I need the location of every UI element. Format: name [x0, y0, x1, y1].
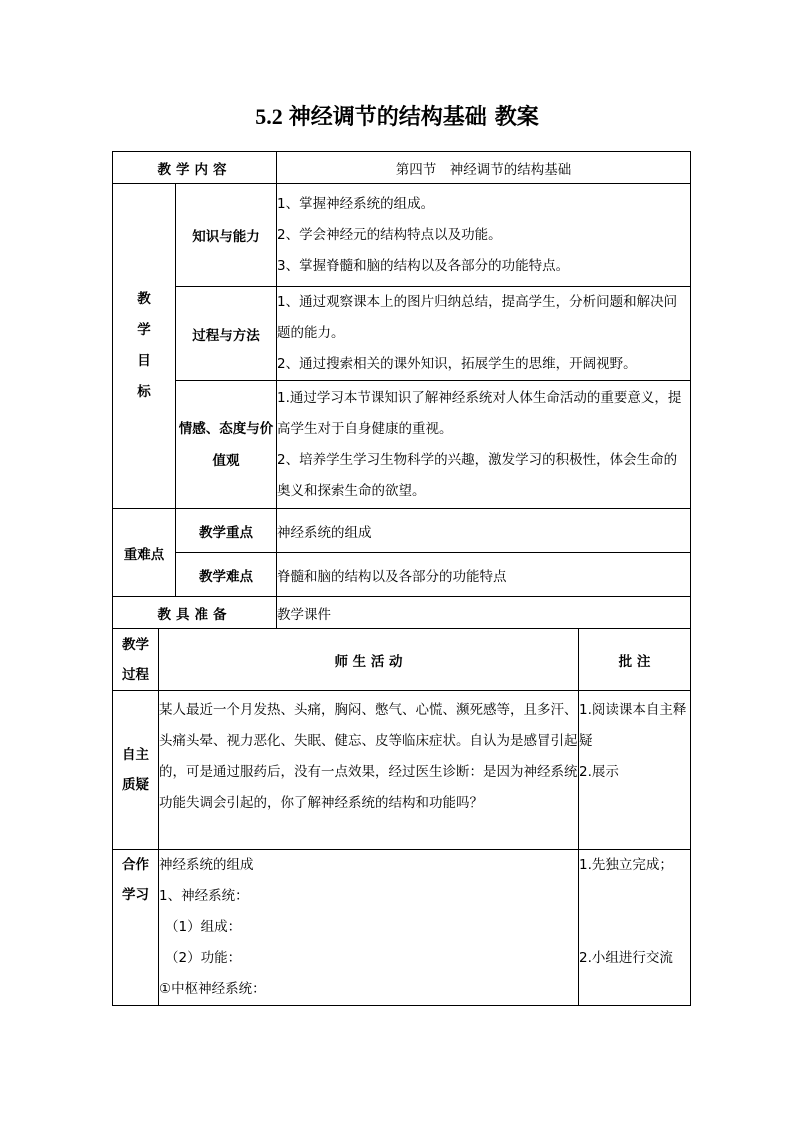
objective-line: 2、培养学生学习生物科学的兴趣，激发学习的积极性，体会生命的奥义和探索生命的欲望。 — [277, 451, 678, 499]
note-line: 1.先独立完成； — [579, 857, 673, 873]
section-label-bottom: 学习 — [122, 887, 149, 903]
content-line: 神经系统的组成 — [159, 857, 254, 873]
title-suffix: 教案 — [494, 104, 539, 130]
section-row-self-inquiry — [113, 691, 691, 850]
objective-label-values: 情感、态度与价值观 — [176, 381, 277, 509]
key-point-value: 神经系统的组成 — [277, 509, 691, 553]
objectives-label-char: 目 — [137, 353, 151, 369]
lesson-plan-table — [112, 151, 691, 1006]
key-points-group-label: 重难点 — [113, 509, 176, 597]
objectives-label-char: 学 — [137, 322, 151, 338]
section-label-top: 合作 — [122, 857, 149, 873]
objective-label-knowledge: 知识与能力 — [176, 184, 277, 287]
objective-line: 1.通过学习本节课知识了解神经系统对人体生命活动的重要意义，提高学生对于自身健康的重视。 — [277, 389, 682, 437]
content-line: ①中枢神经系统： — [159, 981, 266, 997]
content-line: 1、神经系统： — [159, 888, 249, 904]
difficult-point-value: 脊髓和脑的结构以及各部分的功能特点 — [277, 553, 691, 597]
section-label — [113, 850, 159, 1006]
tools-label: 教具准备 — [113, 597, 277, 629]
content-label: 教学内容 — [113, 152, 277, 184]
objective-content-process — [277, 287, 691, 381]
content-line: （2）功能： — [165, 950, 242, 966]
activity-header: 师 生 活 动 — [159, 629, 579, 691]
difficult-point-row — [113, 553, 691, 597]
objectives-label-char: 标 — [137, 384, 151, 400]
objective-row-values — [113, 381, 691, 509]
key-point-row — [113, 509, 691, 553]
objective-line: 1、掌握神经系统的组成。 — [277, 195, 435, 212]
section-row-cooperation — [113, 850, 691, 1006]
content-value: 第四节 神经调节的结构基础 — [277, 152, 691, 184]
objective-label-process: 过程与方法 — [176, 287, 277, 381]
section-notes — [579, 691, 691, 850]
section-label-bottom: 质疑 — [122, 777, 149, 793]
objective-line: 3、掌握脊髓和脑的结构以及各部分的功能特点。 — [277, 257, 570, 274]
section-content: 某人最近一个月发热、头痛，胸闷、憋气、心慌、濒死感等，且多汗、头痛头晕、视力恶化、失眠、健忘、皮等临床症状。自认为是感冒引起的，可是通过服药后，没有一点效果，经过医生诊断：是因为神经系统功能失调会引起的，你了解神经系统的结构和功能吗？ — [159, 691, 579, 850]
note-line: 2.小组进行交流 — [579, 950, 673, 966]
objective-line: 2、学会神经元的结构特点以及功能。 — [277, 226, 502, 243]
process-label-top: 教学 — [122, 636, 149, 653]
section-content — [159, 850, 579, 1006]
key-point-label: 教学重点 — [176, 509, 277, 553]
note-header: 批 注 — [579, 629, 691, 691]
tools-value: 教学课件 — [277, 597, 691, 629]
objective-line: 1、通过观察课本上的图片归纳总结，提高学生，分析问题和解决问题的能力。 — [277, 294, 678, 341]
process-label — [113, 629, 159, 691]
process-header-row — [113, 629, 691, 691]
objective-row-process — [113, 287, 691, 381]
process-label-bottom: 过程 — [122, 666, 149, 683]
note-line: 1.阅读课本自主释疑 — [579, 702, 687, 749]
title-main: 神经调节的结构基础 — [288, 104, 487, 130]
content-line: （1）组成： — [165, 919, 242, 935]
objectives-group-label — [113, 184, 176, 509]
objective-content-knowledge — [277, 184, 691, 287]
objective-line: 2、通过搜索相关的课外知识，拓展学生的思维，开阔视野。 — [277, 356, 637, 372]
tools-row — [113, 597, 691, 629]
note-line: 2.展示 — [579, 764, 619, 780]
page-title — [0, 101, 794, 133]
objective-content-values — [277, 381, 691, 509]
objectives-label-char: 教 — [137, 291, 151, 307]
difficult-point-label: 教学难点 — [176, 553, 277, 597]
objective-row-knowledge — [113, 184, 691, 287]
section-label — [113, 691, 159, 850]
section-notes — [579, 850, 691, 1006]
content-row — [113, 152, 691, 184]
section-label-top: 自主 — [122, 747, 149, 763]
title-number: 5.2 — [255, 104, 283, 129]
